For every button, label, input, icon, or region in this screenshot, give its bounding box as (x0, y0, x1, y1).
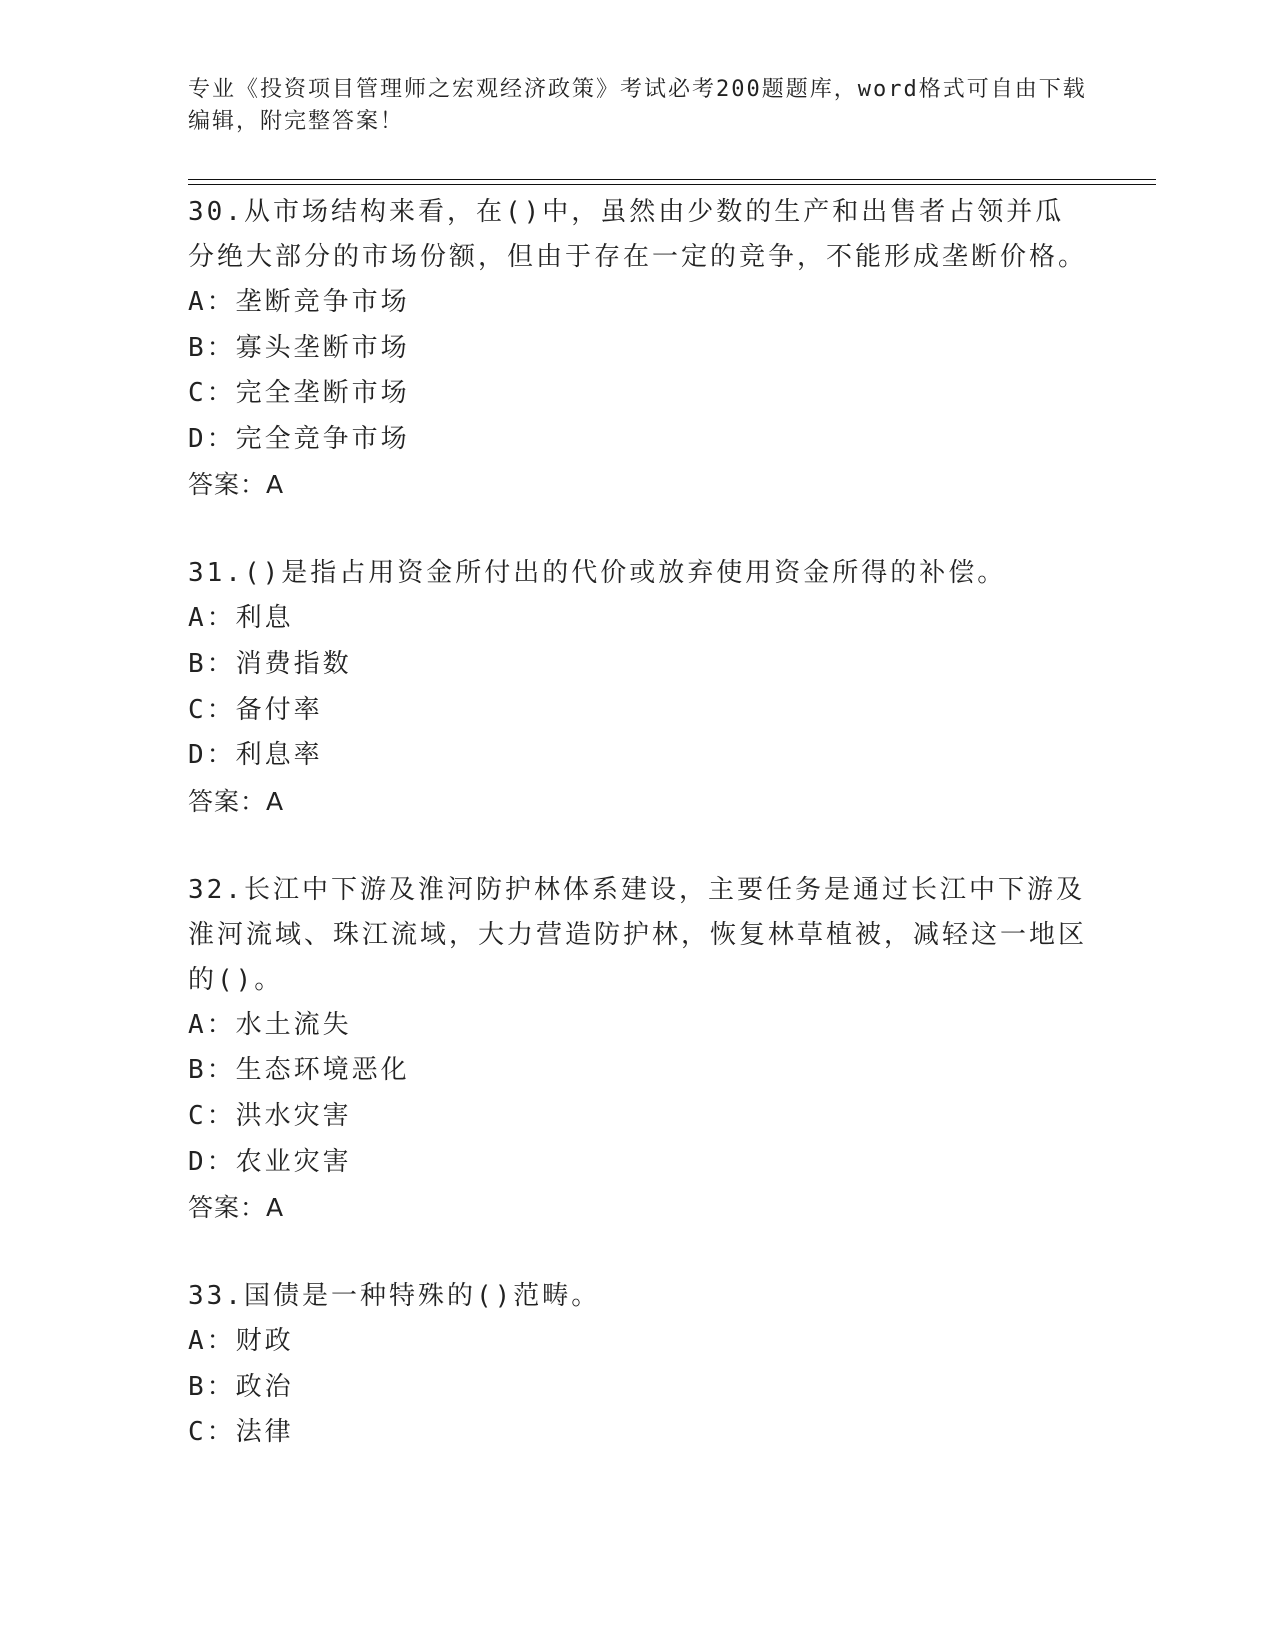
option-d: D：利息率 (188, 740, 323, 771)
answer-label: 答案：A (188, 470, 285, 500)
header-divider-bottom (188, 184, 1156, 185)
question-31 (188, 551, 1088, 823)
question-text: 33.国债是一种特殊的()范畴。 (188, 1281, 601, 1312)
option-d: D：完全竞争市场 (188, 423, 410, 454)
question-text: 30.从市场结构来看，在()中，虽然由少数的生产和出售者占领并瓜分绝大部分的市场份额，但由于存在一定的竞争，不能形成垄断价格。 (188, 197, 1088, 272)
question-text: 32.长江中下游及淮河防护林体系建设，主要任务是通过长江中下游及淮河流域、珠江流域，大力营造防护林，恢复林草植被，减轻这一地区的()。 (188, 874, 1088, 995)
option-b: B：消费指数 (188, 648, 352, 679)
question-text: 31.()是指占用资金所付出的代价或放弃使用资金所得的补偿。 (188, 558, 1007, 589)
option-a: A：水土流失 (188, 1009, 352, 1040)
option-b: B：寡头垄断市场 (188, 332, 410, 363)
option-d: D：农业灾害 (188, 1146, 352, 1177)
document-header: 专业《投资项目管理师之宏观经济政策》考试必考200题题库，word格式可自由下载编辑，附完整答案！ (188, 77, 1087, 134)
option-a: A：利息 (188, 603, 294, 634)
question-30 (188, 190, 1088, 507)
option-a: A：财政 (188, 1326, 294, 1357)
option-a: A：垄断竞争市场 (188, 287, 410, 317)
question-33 (188, 1274, 1088, 1456)
option-c: C：完全垄断市场 (188, 378, 410, 409)
question-list (188, 190, 1088, 1500)
option-b: B：生态环境恶化 (188, 1055, 410, 1086)
question-32 (188, 868, 1088, 1230)
header-divider-top (188, 179, 1156, 180)
option-c: C：备付率 (188, 694, 323, 725)
answer-label: 答案：A (188, 786, 285, 816)
answer-label: 答案：A (188, 1193, 285, 1223)
option-c: C：洪水灾害 (188, 1100, 352, 1131)
option-b: B：政治 (188, 1371, 294, 1402)
option-c: C：法律 (188, 1417, 294, 1448)
